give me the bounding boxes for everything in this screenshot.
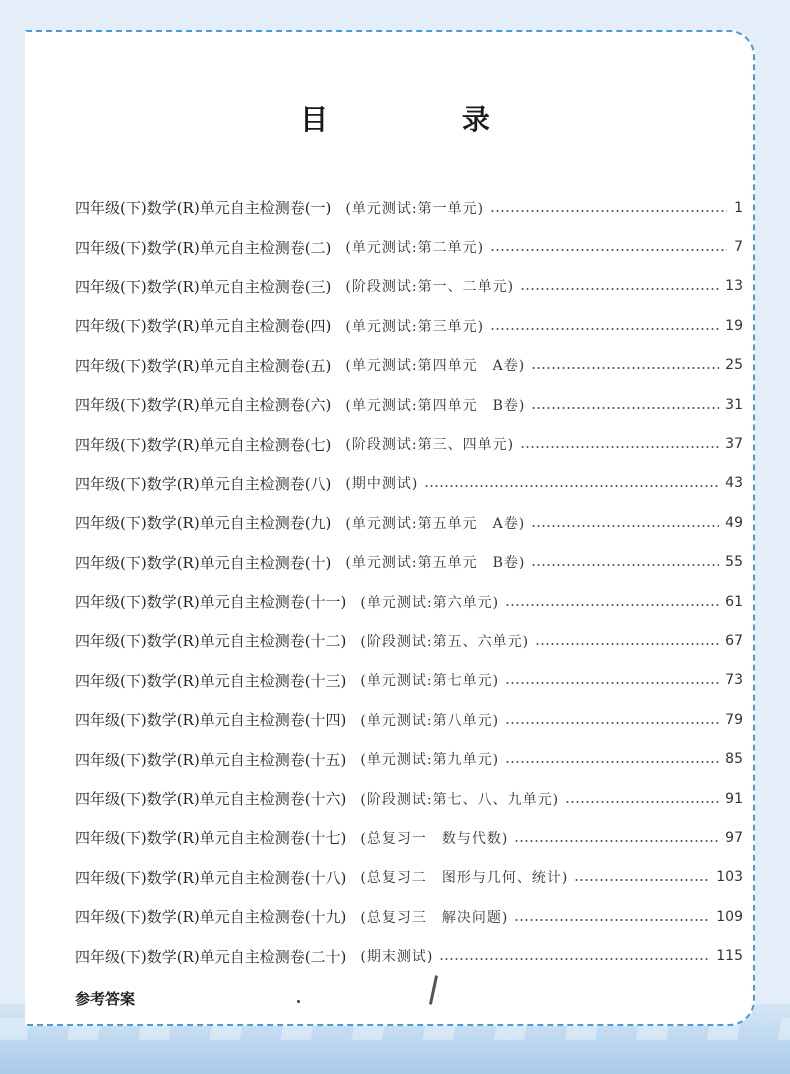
toc-dot-leader <box>531 525 719 527</box>
toc-entry-page: 19 <box>725 317 743 334</box>
toc-entry-page: 1 <box>734 199 743 216</box>
toc-dot-leader <box>520 446 719 448</box>
toc-entry-title: 四年级(下)数学(R)单元自主检测卷(十三) <box>75 671 347 690</box>
toc-entry[interactable] <box>75 424 743 463</box>
toc-entry[interactable] <box>75 858 743 897</box>
toc-dot-leader <box>514 840 719 842</box>
toc-entry-title: 四年级(下)数学(R)单元自主检测卷(十五) <box>75 750 347 769</box>
toc-entry-page: 31 <box>725 396 743 413</box>
toc-entry[interactable] <box>75 306 743 345</box>
toc-entry-title: 四年级(下)数学(R)单元自主检测卷(十四) <box>75 711 347 730</box>
toc-entry-title: 四年级(下)数学(R)单元自主检测卷(十二) <box>75 632 347 651</box>
toc-entry-note: (阶段测试:第三、四单元) <box>345 437 515 454</box>
toc-entry-title: 四年级(下)数学(R)单元自主检测卷(十一) <box>75 593 347 612</box>
table-of-contents <box>75 188 743 976</box>
toc-entry-note: (单元测试:第四单元 B卷) <box>345 397 526 414</box>
toc-entry-note: (总复习一 数与代数) <box>360 830 509 847</box>
toc-dot-leader <box>514 919 710 921</box>
answers-label: 参考答案 <box>75 990 136 1008</box>
toc-entry[interactable] <box>75 739 743 778</box>
toc-entry-page: 103 <box>716 869 743 886</box>
toc-entry-note: (期末测试) <box>360 949 434 966</box>
toc-dot-leader <box>490 210 727 212</box>
toc-entry-page: 91 <box>725 790 743 807</box>
toc-entry-note: (单元测试:第三单元) <box>345 318 485 335</box>
toc-entry-title: 四年级(下)数学(R)单元自主检测卷(六) <box>75 396 332 415</box>
toc-entry-title: 四年级(下)数学(R)单元自主检测卷(四) <box>75 317 332 336</box>
toc-entry-title: 四年级(下)数学(R)单元自主检测卷(二十) <box>75 947 347 966</box>
dot-mark <box>297 1000 300 1003</box>
toc-entry[interactable] <box>75 936 743 975</box>
toc-entry[interactable] <box>75 621 743 660</box>
toc-entry-note: (单元测试:第六单元) <box>360 594 500 611</box>
toc-entry-note: (单元测试:第五单元 A卷) <box>345 515 526 532</box>
toc-entry-page: 7 <box>734 239 743 256</box>
toc-dot-leader <box>531 407 719 409</box>
toc-entry[interactable] <box>75 385 743 424</box>
toc-entry-note: (总复习二 图形与几何、统计) <box>360 870 569 887</box>
toc-entry-title: 四年级(下)数学(R)单元自主检测卷(五) <box>75 356 332 375</box>
toc-dot-leader <box>505 722 719 724</box>
toc-entry-title: 四年级(下)数学(R)单元自主检测卷(十七) <box>75 829 347 848</box>
toc-dot-leader <box>439 958 710 960</box>
toc-entry[interactable] <box>75 503 743 542</box>
toc-dot-leader <box>565 801 719 803</box>
toc-entry-page: 49 <box>725 514 743 531</box>
toc-entry[interactable] <box>75 227 743 266</box>
toc-entry[interactable] <box>75 346 743 385</box>
toc-dot-leader <box>531 367 719 369</box>
toc-entry-note: (阶段测试:第七、八、九单元) <box>360 791 560 808</box>
toc-entry-page: 61 <box>725 593 743 610</box>
toc-entry-title: 四年级(下)数学(R)单元自主检测卷(一) <box>75 199 332 218</box>
toc-entry-page: 97 <box>725 829 743 846</box>
toc-entry-page: 85 <box>725 751 743 768</box>
toc-entry-title: 四年级(下)数学(R)单元自主检测卷(八) <box>75 474 332 493</box>
page-title: 目 录 <box>300 103 552 136</box>
toc-entry-page: 109 <box>716 908 743 925</box>
toc-entry[interactable] <box>75 267 743 306</box>
toc-entry[interactable] <box>75 661 743 700</box>
toc-entry-note: (单元测试:第九单元) <box>360 752 500 769</box>
toc-entry[interactable] <box>75 543 743 582</box>
toc-entry[interactable] <box>75 700 743 739</box>
toc-dot-leader <box>505 682 719 684</box>
toc-entry-note: (阶段测试:第一、二单元) <box>345 279 515 296</box>
toc-entry-title: 四年级(下)数学(R)单元自主检测卷(十) <box>75 553 332 572</box>
toc-entry-title: 四年级(下)数学(R)单元自主检测卷(十九) <box>75 908 347 927</box>
toc-entry-title: 四年级(下)数学(R)单元自主检测卷(七) <box>75 435 332 454</box>
toc-entry-note: (阶段测试:第五、六单元) <box>360 633 530 650</box>
toc-dot-leader <box>520 288 719 290</box>
toc-entry-page: 43 <box>725 475 743 492</box>
toc-dot-leader <box>531 564 719 566</box>
toc-entry[interactable] <box>75 779 743 818</box>
toc-entry-title: 四年级(下)数学(R)单元自主检测卷(九) <box>75 514 332 533</box>
toc-entry-title: 四年级(下)数学(R)单元自主检测卷(三) <box>75 277 332 296</box>
toc-entry-page: 115 <box>716 948 743 965</box>
toc-entry-note: (单元测试:第一单元) <box>345 200 485 217</box>
toc-entry-note: (单元测试:第八单元) <box>360 712 500 729</box>
toc-entry[interactable] <box>75 897 743 936</box>
toc-entry-page: 73 <box>725 672 743 689</box>
toc-dot-leader <box>574 879 710 881</box>
toc-dot-leader <box>490 328 719 330</box>
toc-entry-note: (总复习三 解决问题) <box>360 909 509 926</box>
toc-entry-page: 37 <box>725 436 743 453</box>
toc-entry-page: 67 <box>725 632 743 649</box>
toc-dot-leader <box>505 761 719 763</box>
toc-entry-page: 25 <box>725 357 743 374</box>
toc-entry-title: 四年级(下)数学(R)单元自主检测卷(十八) <box>75 868 347 887</box>
toc-entry-note: (单元测试:第二单元) <box>345 240 485 257</box>
toc-entry[interactable] <box>75 188 743 227</box>
toc-entry[interactable] <box>75 818 743 857</box>
toc-dot-leader <box>535 643 719 645</box>
toc-entry[interactable] <box>75 464 743 503</box>
toc-entry-title: 四年级(下)数学(R)单元自主检测卷(十六) <box>75 790 347 809</box>
toc-entry-note: (期中测试) <box>345 476 419 493</box>
toc-entry-note: (单元测试:第四单元 A卷) <box>345 358 526 375</box>
toc-entry-note: (单元测试:第五单元 B卷) <box>345 555 526 572</box>
toc-entry-page: 13 <box>725 278 743 295</box>
toc-dot-leader <box>490 249 727 251</box>
toc-entry-title: 四年级(下)数学(R)单元自主检测卷(二) <box>75 238 332 257</box>
toc-dot-leader <box>424 485 719 487</box>
toc-entry[interactable] <box>75 582 743 621</box>
toc-dot-leader <box>505 604 719 606</box>
toc-entry-note: (单元测试:第七单元) <box>360 673 500 690</box>
toc-entry-page: 79 <box>725 711 743 728</box>
toc-entry-page: 55 <box>725 554 743 571</box>
